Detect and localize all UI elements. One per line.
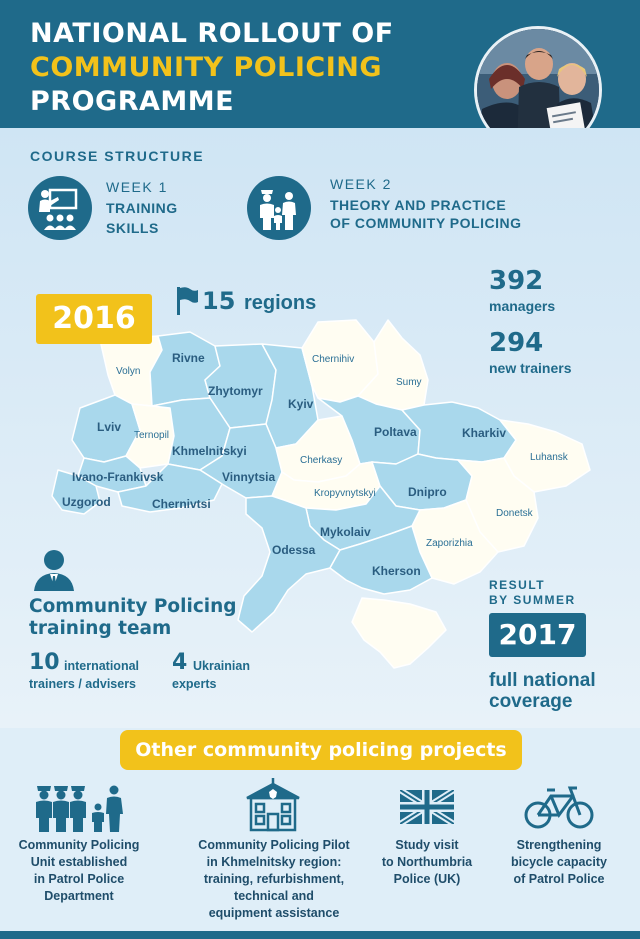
week1-line2: SKILLS <box>106 220 159 236</box>
project-1-line: Department <box>44 889 114 903</box>
label-uzgorod: Uzgorod <box>62 495 111 509</box>
label-chernivtsi: Chernivtsi <box>152 497 211 511</box>
project-2-line: technical and <box>234 889 314 903</box>
flag-icon <box>176 286 198 316</box>
label-ternopil: Ternopil <box>134 430 170 441</box>
label-rivne: Rivne <box>172 351 205 365</box>
trainers-count: 294 <box>489 328 544 358</box>
managers-count: 392 <box>489 266 544 296</box>
week2-label: WEEK 2 <box>330 176 392 192</box>
result-outcome-line1: full national <box>489 670 596 691</box>
label-odessa: Odessa <box>272 543 316 557</box>
regions-label: regions <box>244 292 317 314</box>
project-2-line: equipment assistance <box>208 906 340 920</box>
trainer-person-icon <box>32 548 76 592</box>
project-4-line: bicycle capacity <box>511 855 607 869</box>
title-line-1: NATIONAL ROLLOUT OF <box>30 18 394 49</box>
team-title-line2: training team <box>29 618 172 639</box>
ukr-label-line2: experts <box>172 677 217 691</box>
uk-flag-icon <box>400 790 454 824</box>
ukr-label-line1: Ukrainian <box>193 659 250 673</box>
regions-count: 15 <box>202 287 236 315</box>
label-donetsk: Donetsk <box>496 508 533 519</box>
project-4-text <box>500 837 618 888</box>
region-crimea <box>352 598 446 668</box>
label-vinnytsia: Vinnytsia <box>222 470 276 484</box>
label-cherkasy: Cherkasy <box>300 455 343 466</box>
project-4-line: of Patrol Police <box>513 872 605 886</box>
label-khmelnitskyi: Khmelnitskyi <box>172 444 247 458</box>
label-chernihiv: Chernihiv <box>312 354 355 365</box>
course-structure-title: COURSE STRUCTURE <box>30 148 205 164</box>
week2-line1: THEORY AND PRACTICE <box>330 197 507 213</box>
intl-count: 10 <box>29 650 60 675</box>
label-ivano-frankivsk: Ivano-Frankivsk <box>72 470 164 484</box>
label-kropyvnytskyi: Kropyvnytskyi <box>314 488 376 499</box>
intl-label-line1: international <box>64 659 140 673</box>
intl-label-line2: trainers / advisers <box>29 677 137 691</box>
label-poltava: Poltava <box>374 425 417 439</box>
police-unit-icon <box>34 780 126 832</box>
label-mykolaiv: Mykolaiv <box>320 525 371 539</box>
label-kharkiv: Kharkiv <box>462 426 507 440</box>
result-year-badge: 2017 <box>489 613 586 657</box>
project-2-line: training, refurbishment, <box>203 872 345 886</box>
project-3-text <box>370 837 484 888</box>
label-sumy: Sumy <box>396 377 422 388</box>
police-station-icon <box>244 778 302 832</box>
ukr-count: 4 <box>172 650 188 675</box>
project-2-text <box>186 837 362 922</box>
managers-label: managers <box>489 298 556 314</box>
label-volyn: Volyn <box>116 366 141 377</box>
week2-line2: OF COMMUNITY POLICING <box>330 215 522 231</box>
project-4-line: Strengthening <box>516 838 602 852</box>
week1-label: WEEK 1 <box>106 179 168 195</box>
project-3-line: to Northumbria <box>381 855 473 869</box>
label-luhansk: Luhansk <box>530 452 568 463</box>
bicycle-icon <box>523 784 595 830</box>
start-year-badge: 2016 <box>36 294 152 344</box>
label-dnipro: Dnipro <box>408 485 447 499</box>
team-title-line1: Community Policing <box>29 596 237 617</box>
project-1-line: Community Policing <box>18 838 140 852</box>
label-kyiv: Kyiv <box>288 397 314 411</box>
title-line-2: COMMUNITY POLICING <box>30 52 383 83</box>
project-3-line: Study visit <box>395 838 459 852</box>
result-label-line1: RESULT <box>489 578 546 592</box>
label-kherson: Kherson <box>372 564 421 578</box>
result-label-line2: BY SUMMER <box>489 593 576 607</box>
week1-line1: TRAINING <box>106 200 178 216</box>
project-2-line: Community Policing Pilot <box>198 838 350 852</box>
other-projects-title: Other community policing projects <box>120 730 522 770</box>
project-2-line: in Khmelnitsky region: <box>206 855 342 869</box>
label-zhytomyr: Zhytomyr <box>208 384 263 398</box>
footer-bar <box>0 931 640 939</box>
title-line-3: PROGRAMME <box>30 86 235 117</box>
project-3-line: Police (UK) <box>393 872 461 886</box>
project-1-text <box>14 837 144 905</box>
label-lviv: Lviv <box>97 420 122 434</box>
result-outcome-line2: coverage <box>489 691 573 712</box>
trainers-label: new trainers <box>489 360 572 376</box>
label-zaporizhia: Zaporizhia <box>426 538 473 549</box>
project-1-line: Unit established <box>30 855 128 869</box>
project-1-line: in Patrol Police <box>33 872 125 886</box>
